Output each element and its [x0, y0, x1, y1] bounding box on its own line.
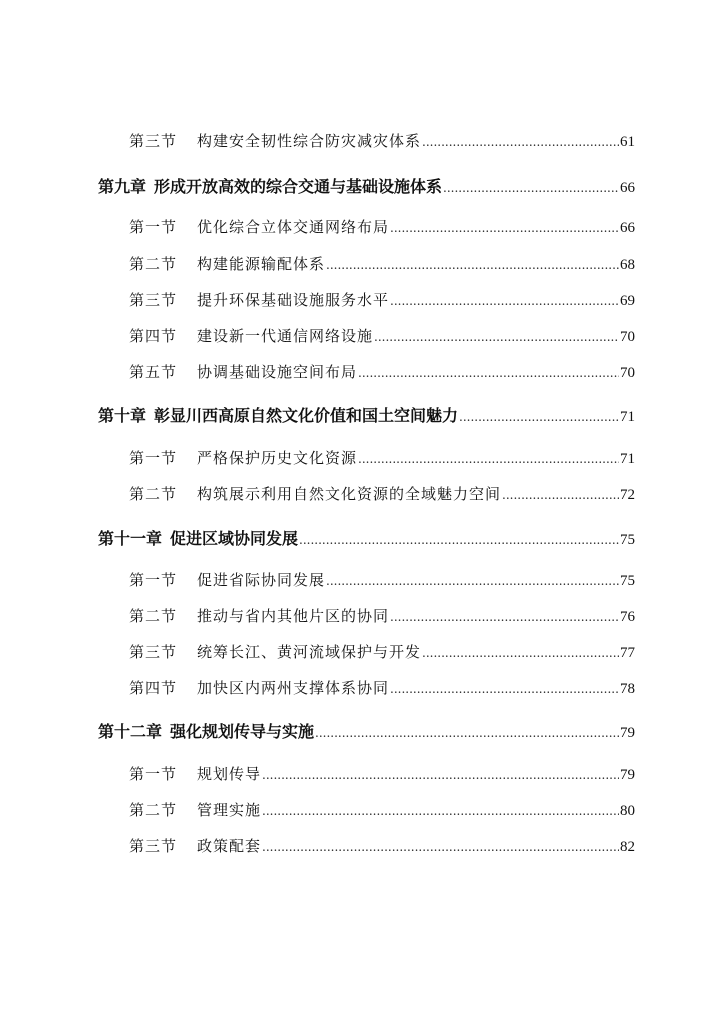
dot-leader [358, 452, 619, 466]
page-number: 61 [620, 134, 635, 150]
dot-leader [262, 840, 619, 854]
page-number: 72 [620, 487, 635, 503]
section-number: 第二节 [129, 255, 178, 273]
section-title: 构建能源输配体系 [197, 255, 326, 273]
toc-entry-section[interactable] [129, 483, 635, 504]
chapter-number: 第十一章 [98, 529, 163, 548]
page-number: 66 [620, 220, 635, 236]
toc-entry-section[interactable] [129, 605, 635, 626]
dot-leader [262, 768, 619, 782]
section-title: 促进省际协同发展 [197, 571, 326, 589]
section-title: 政策配套 [197, 837, 262, 855]
page-number: 70 [620, 365, 635, 381]
chapter-number: 第十章 [98, 406, 147, 425]
dot-leader [390, 610, 619, 624]
dot-leader [326, 258, 619, 272]
section-number: 第二节 [129, 485, 178, 503]
page-number: 68 [620, 257, 635, 273]
dot-leader [422, 646, 619, 660]
dot-leader [390, 294, 619, 308]
dot-leader [358, 366, 619, 380]
section-title: 协调基础设施空间布局 [197, 363, 358, 381]
section-number: 第四节 [129, 327, 178, 345]
section-number: 第三节 [129, 643, 178, 661]
chapter-title: 形成开放高效的综合交通与基础设施体系 [154, 177, 443, 196]
section-number: 第一节 [129, 765, 178, 783]
chapter-number: 第九章 [98, 177, 147, 196]
section-number: 第三节 [129, 291, 178, 309]
dot-leader [459, 410, 619, 424]
toc-entry-section[interactable] [129, 835, 635, 856]
page-number: 79 [620, 767, 635, 783]
section-title: 建设新一代通信网络设施 [197, 327, 374, 345]
section-title: 提升环保基础设施服务水平 [197, 291, 390, 309]
section-number: 第一节 [129, 571, 178, 589]
dot-leader [443, 181, 619, 195]
toc-entry-chapter[interactable] [98, 719, 635, 742]
section-title: 统筹长江、黄河流域保护与开发 [197, 643, 422, 661]
section-number: 第四节 [129, 679, 178, 697]
toc-entry-section[interactable] [129, 569, 635, 590]
toc-entry-chapter[interactable] [98, 174, 635, 197]
chapter-title: 彰显川西高原自然文化价值和国土空间魅力 [154, 406, 459, 425]
section-number: 第五节 [129, 363, 178, 381]
toc-entry-section[interactable] [129, 216, 635, 237]
dot-leader [502, 488, 619, 502]
toc-entry-section[interactable] [129, 325, 635, 346]
page-number: 75 [620, 532, 635, 548]
section-title: 严格保护历史文化资源 [197, 449, 358, 467]
page-number: 69 [620, 293, 635, 309]
dot-leader [315, 726, 619, 740]
section-number: 第二节 [129, 801, 178, 819]
page-number: 80 [620, 803, 635, 819]
page-number: 78 [620, 681, 635, 697]
page-number: 82 [620, 839, 635, 855]
page-number: 70 [620, 329, 635, 345]
page-number: 79 [620, 725, 635, 741]
toc-entry-section[interactable] [129, 447, 635, 468]
toc-entry-section[interactable] [129, 641, 635, 662]
toc-entry-section[interactable] [129, 677, 635, 698]
section-number: 第三节 [129, 132, 178, 150]
toc-entry-section[interactable] [129, 799, 635, 820]
dot-leader [262, 804, 619, 818]
toc-entry-section[interactable] [129, 253, 635, 274]
toc-entry-section[interactable] [129, 130, 635, 151]
section-number: 第一节 [129, 218, 178, 236]
section-title: 规划传导 [197, 765, 262, 783]
page-number: 71 [620, 409, 635, 425]
toc-entry-chapter[interactable] [98, 526, 635, 549]
section-number: 第二节 [129, 607, 178, 625]
page-number: 66 [620, 180, 635, 196]
section-number: 第三节 [129, 837, 178, 855]
page-number: 71 [620, 451, 635, 467]
section-title: 优化综合立体交通网络布局 [197, 218, 390, 236]
toc-entry-section[interactable] [129, 289, 635, 310]
page-number: 77 [620, 645, 635, 661]
chapter-title: 促进区域协同发展 [170, 529, 299, 548]
toc-entry-section[interactable] [129, 763, 635, 784]
section-number: 第一节 [129, 449, 178, 467]
dot-leader [374, 330, 619, 344]
section-title: 加快区内两州支撑体系协同 [197, 679, 390, 697]
dot-leader [326, 574, 619, 588]
dot-leader [422, 135, 619, 149]
dot-leader [390, 221, 619, 235]
section-title: 管理实施 [197, 801, 262, 819]
toc-entry-chapter[interactable] [98, 403, 635, 426]
section-title: 构建安全韧性综合防灾减灾体系 [197, 132, 422, 150]
chapter-title: 强化规划传导与实施 [170, 722, 315, 741]
page-number: 75 [620, 573, 635, 589]
dot-leader [390, 682, 619, 696]
toc-entry-section[interactable] [129, 361, 635, 382]
section-title: 构筑展示利用自然文化资源的全域魅力空间 [197, 485, 502, 503]
chapter-number: 第十二章 [98, 722, 163, 741]
page-number: 76 [620, 609, 635, 625]
dot-leader [299, 533, 619, 547]
section-title: 推动与省内其他片区的协同 [197, 607, 390, 625]
